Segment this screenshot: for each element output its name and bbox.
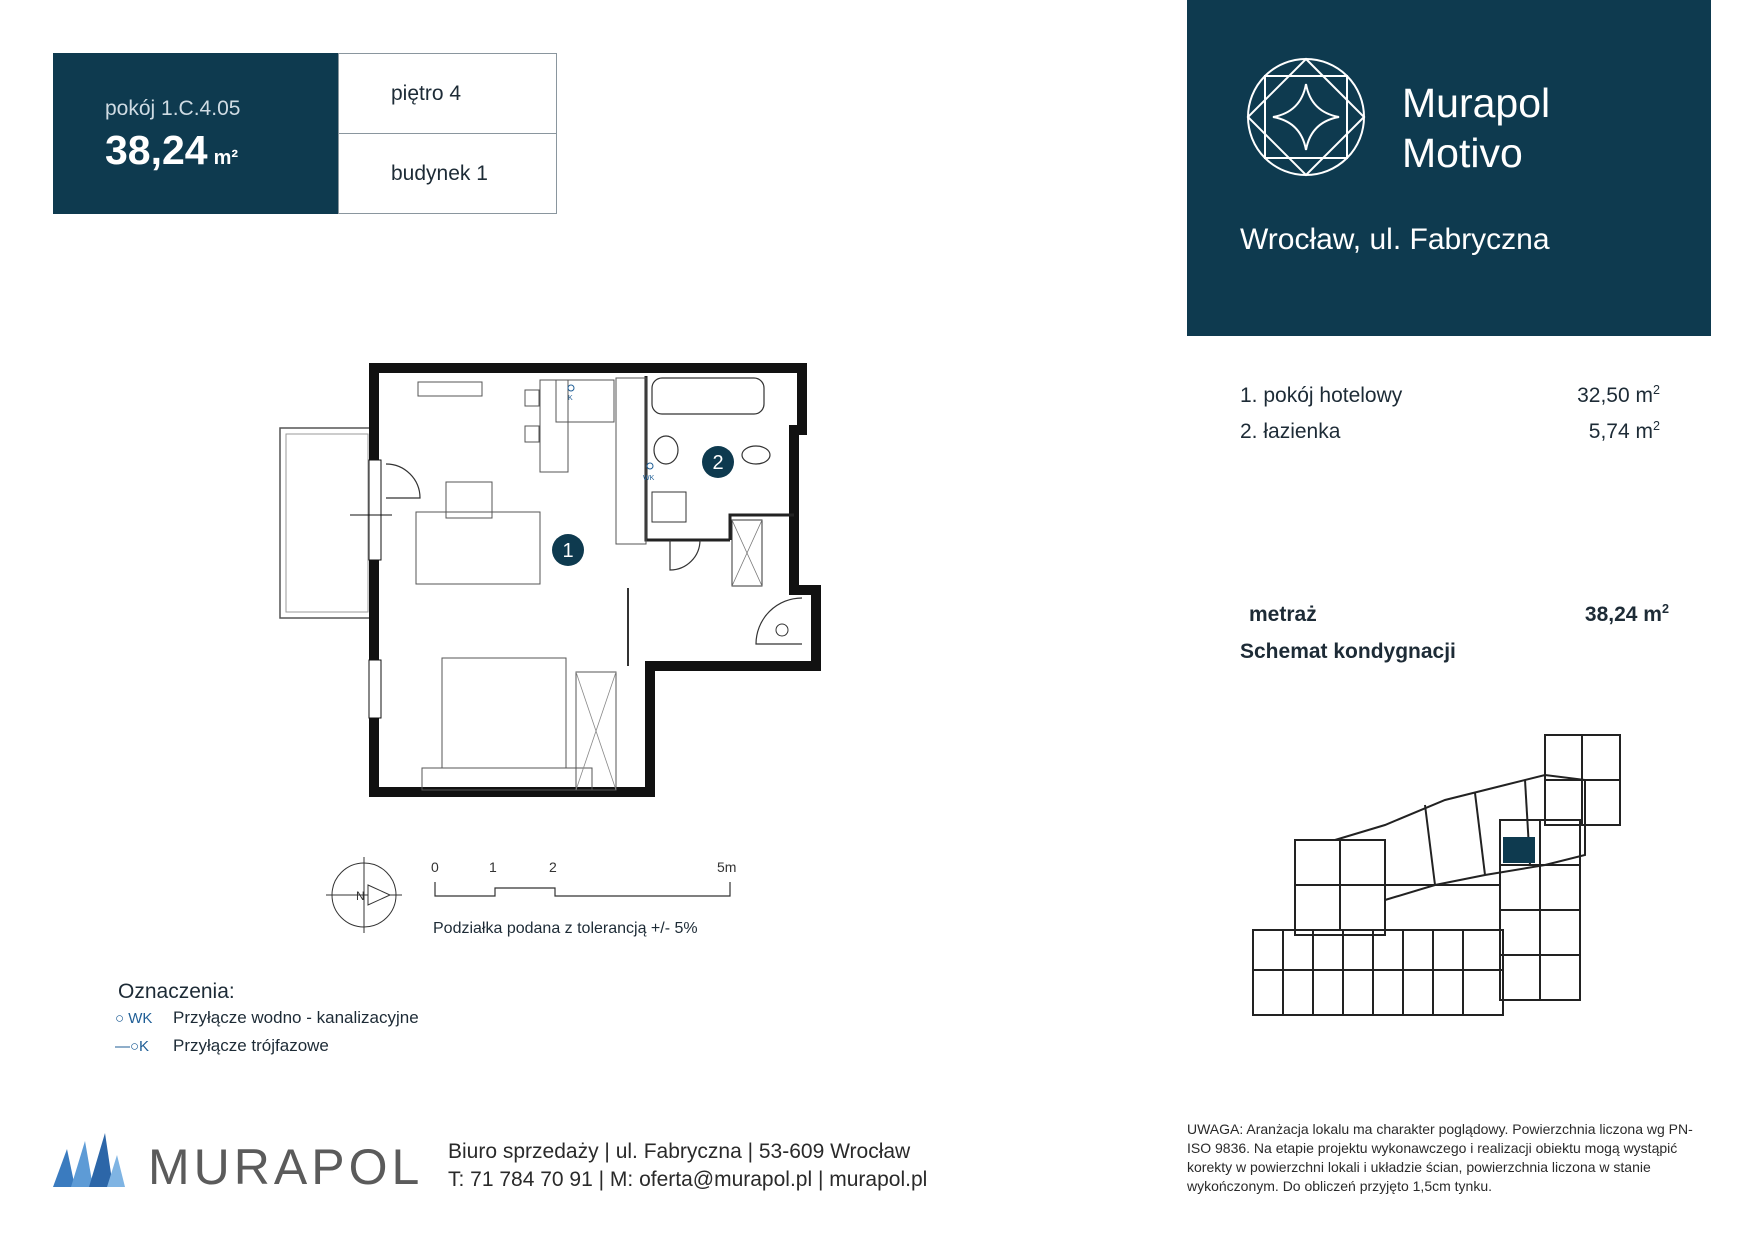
bed <box>442 658 566 768</box>
wk-marker: WK <box>643 475 655 482</box>
room-name: 1. pokój hotelowy <box>1240 384 1403 407</box>
balcony-inner <box>286 434 368 612</box>
room-area-value: 38,24 <box>105 127 208 173</box>
compass-icon <box>320 855 410 935</box>
legend-title: Oznaczenia: <box>118 980 235 1003</box>
room-area: 5,74 $m^2$ <box>1588 419 1660 443</box>
compass-north-label: N <box>356 889 365 903</box>
room-info-panel <box>53 53 338 214</box>
room-label: pokój 1.C.4.05 <box>105 97 241 120</box>
brand-title <box>1402 78 1550 178</box>
brand-name-line1: Murapol <box>1402 80 1551 126</box>
legend-label: Przyłącze wodno - kanalizacyjne <box>173 1008 419 1027</box>
highlighted-unit <box>1503 837 1535 863</box>
window-left-1 <box>369 460 381 560</box>
kitchen-counter <box>616 378 646 544</box>
footer-contact <box>448 1138 927 1194</box>
scale-tick-1: 1 <box>489 859 497 875</box>
washer <box>652 492 686 522</box>
brand-name-line2: Motivo <box>1402 130 1523 176</box>
sofa <box>416 512 540 584</box>
room-area: 32,50 $m^2$ <box>1577 383 1660 407</box>
total-label: metraż <box>1249 603 1317 626</box>
disclaimer-note: UWAGA: Aranżacja lokalu ma charakter poglądowy. Powierzchnia liczona wg PN-ISO 9836. Na etapie projektu wykonawczego i realizacji obiektu mogą wystąpić korekty w powierzchni lokali i układzie ścian, powierzchnia liczona w stanie wykończonym. Do obliczeń przyjęto 1,5cm tynku. <box>1187 1121 1693 1194</box>
k-marker: K <box>568 395 573 402</box>
scale-tolerance-note: Podziałka podana z tolerancją +/- 5% <box>433 920 698 937</box>
balcony-outline <box>280 428 374 618</box>
k-legend-icon: —○K <box>115 1038 150 1055</box>
floor-schema-label: Schemat kondygnacji <box>1240 640 1456 663</box>
legend-label: Przyłącze trójfazowe <box>173 1036 329 1055</box>
room-badge-1-label: 1 <box>562 540 574 562</box>
brand-panel <box>1187 0 1711 336</box>
legend-item-k <box>115 1036 329 1056</box>
bathtub <box>652 378 764 414</box>
floor-building-box <box>338 53 557 214</box>
room-area <box>105 127 238 174</box>
footer-line-1: Biuro sprzedaży | ul. Fabryczna | 53-609 Wrocław <box>448 1140 911 1163</box>
shelf <box>418 382 482 396</box>
key-plan-outline <box>1253 735 1620 1015</box>
motivo-logo-icon <box>1245 56 1367 178</box>
room-badge-2-label: 2 <box>712 452 724 474</box>
bathroom-door <box>670 540 700 570</box>
toilet <box>742 446 770 464</box>
room-row-1 <box>1240 384 1660 408</box>
wk-legend-icon: ○ WK <box>115 1010 153 1027</box>
scale-tick-2: 2 <box>549 859 557 875</box>
footer-line-2: T: 71 784 70 91 | M: oferta@murapol.pl | murapol.pl <box>448 1168 928 1191</box>
entrance-door <box>756 598 802 644</box>
armchair <box>446 482 492 518</box>
balcony-door <box>386 464 420 498</box>
legend-item-wk <box>115 1008 419 1028</box>
fridge <box>556 380 614 422</box>
key-plan <box>1245 725 1655 1025</box>
floor-label: piętro 4 <box>339 54 556 134</box>
room-name: 2. łazienka <box>1240 420 1341 443</box>
building-label: budynek 1 <box>391 162 488 185</box>
murapol-logo-icon <box>53 1133 125 1187</box>
room-area-unit: m² <box>213 147 239 169</box>
murapol-wordmark: MURAPOL <box>148 1139 424 1195</box>
scale-tick-5m: 5m <box>717 859 737 875</box>
scale-tick-0: 0 <box>431 859 439 875</box>
total-value: 38,24 $m^2$ <box>1584 602 1669 626</box>
desk <box>540 380 568 472</box>
room-row-2 <box>1240 420 1660 444</box>
total-area-row <box>1249 603 1669 627</box>
apartment-floor-plan <box>270 360 830 800</box>
sink <box>654 436 678 464</box>
window-left-2 <box>369 660 381 718</box>
scale-bar <box>425 858 745 904</box>
brand-location: Wrocław, ul. Fabryczna <box>1240 223 1550 256</box>
